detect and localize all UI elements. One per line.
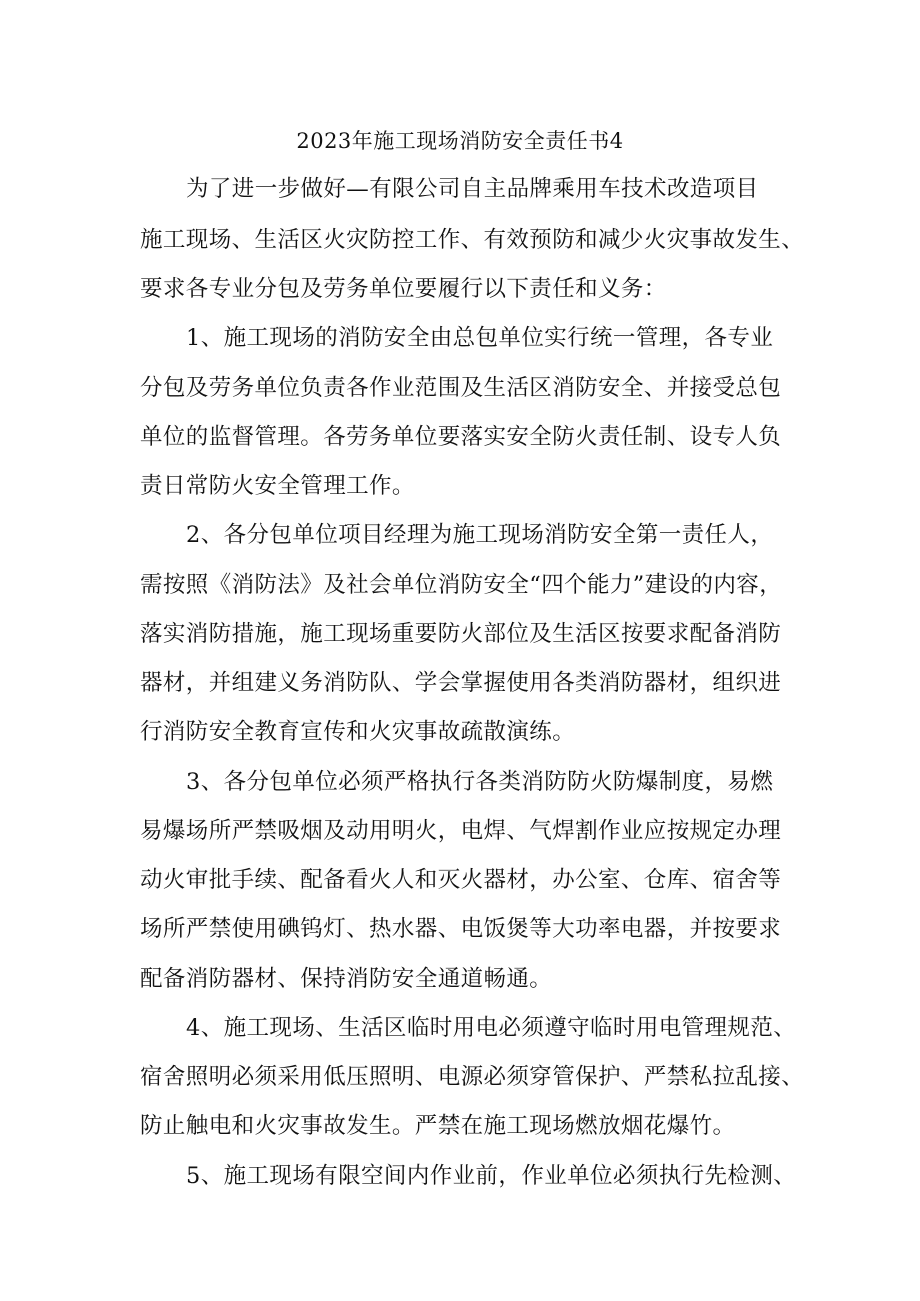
text-line: 配备消防器材、保持消防安全通道畅通。 — [140, 966, 553, 992]
text-line: 落实消防措施，施工现场重要防火部位及生活区按要求配备消防 — [140, 621, 782, 647]
text-line: 责日常防火安全管理工作。 — [140, 473, 415, 499]
text-line: 2、各分包单位项目经理为施工现场消防安全第一责任人， — [186, 522, 774, 548]
text-line: 分包及劳务单位负责各作业范围及生活区消防安全、并接受总包 — [140, 375, 782, 401]
text-line: 4、施工现场、生活区临时用电必须遵守临时用电管理规范、 — [186, 1015, 797, 1041]
text-line: 行消防安全教育宣传和火灾事故疏散演练。 — [140, 719, 576, 745]
text-line: 易爆场所严禁吸烟及动用明火，电焊、气焊割作业应按规定办理 — [140, 818, 782, 844]
text-line: 宿舍照明必须采用低压照明、电源必须穿管保护、严禁私拉乱接、 — [140, 1064, 805, 1090]
text-line: 要求各专业分包及劳务单位要履行以下责任和义务： — [140, 276, 667, 302]
text-line: 防止触电和火灾事故发生。严禁在施工现场燃放烟花爆竹。 — [140, 1113, 736, 1139]
text-line: 动火审批手续、配备看火人和灭火器材，办公室、仓库、宿舍等 — [140, 867, 782, 893]
text-line: 为了进一步做好—有限公司自主品牌乘用车技术改造项目 — [186, 176, 759, 202]
document-title: 2023年施工现场消防安全责任书4 — [296, 129, 624, 153]
text-line: 单位的监督管理。各劳务单位要落实安全防火责任制、设专人负 — [140, 424, 782, 450]
text-line: 需按照《消防法》及社会单位消防安全“四个能力”建设的内容， — [140, 572, 783, 598]
text-line: 1、施工现场的消防安全由总包单位实行统一管理，各专业 — [186, 325, 774, 351]
text-line: 5、施工现场有限空间内作业前，作业单位必须执行先检测、 — [186, 1163, 797, 1189]
text-line: 场所严禁使用碘钨灯、热水器、电饭煲等大功率电器，并按要求 — [140, 916, 782, 942]
text-line: 3、各分包单位必须严格执行各类消防防火防爆制度，易燃 — [186, 769, 774, 795]
text-line: 器材，并组建义务消防队、学会掌握使用各类消防器材，组织进 — [140, 670, 782, 696]
text-line: 施工现场、生活区火灾防控工作、有效预防和减少火灾事故发生、 — [140, 227, 805, 253]
